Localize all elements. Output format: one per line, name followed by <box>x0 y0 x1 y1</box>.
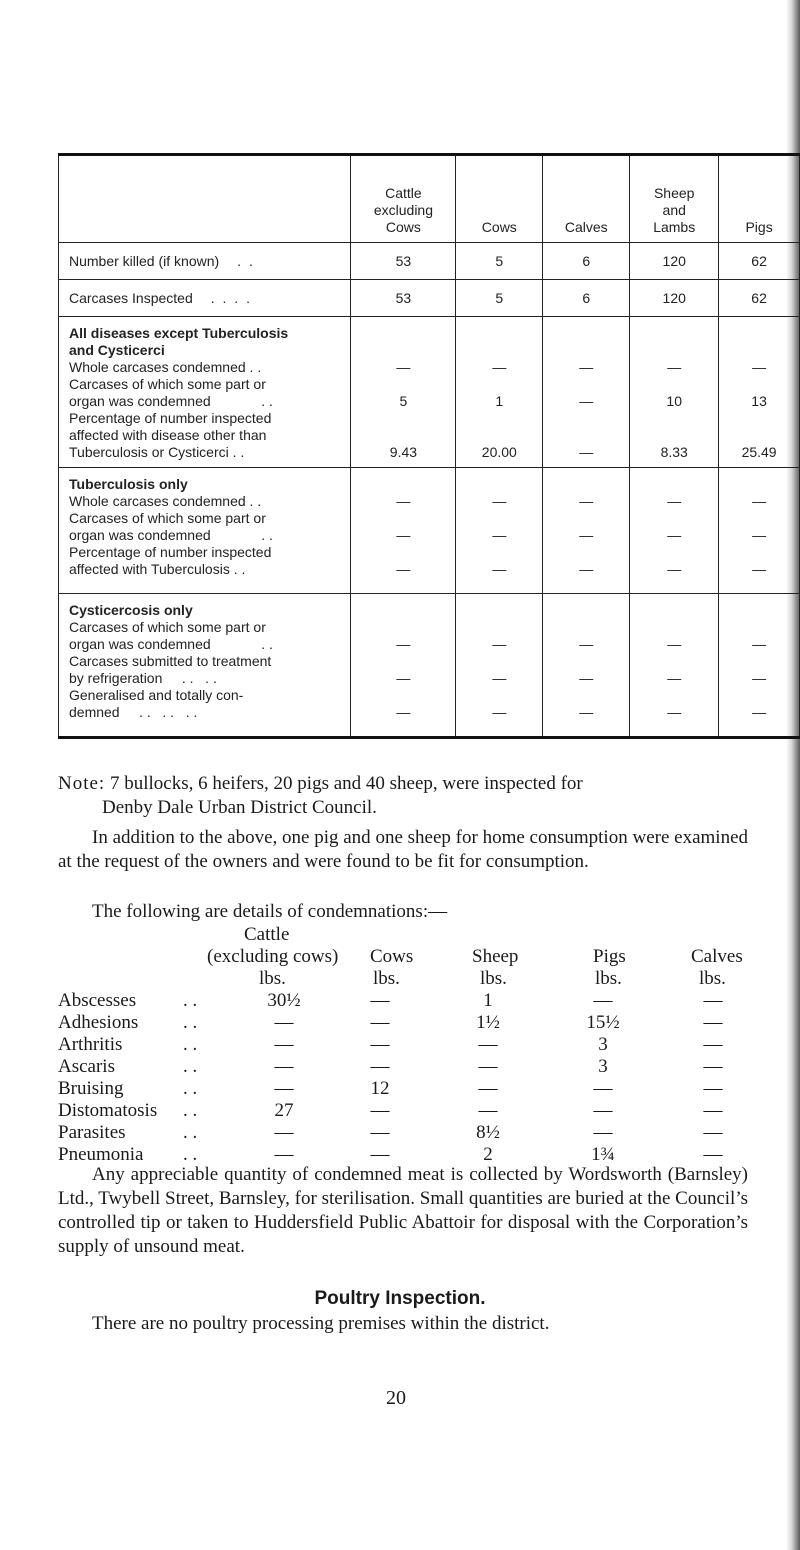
note-text-2: Denby Dale Urban District Council. <box>102 797 377 818</box>
group-line-text: Whole carcases condemned <box>69 359 246 375</box>
table-cell: 62 <box>719 280 800 317</box>
table-cell: — <box>274 1056 294 1077</box>
col-header-sheep: Sheep <box>472 946 519 967</box>
cond-row-label: Bruising <box>58 1078 124 1099</box>
leader-dots: . . <box>183 1100 198 1121</box>
cond-row-label: Abscesses <box>58 990 137 1011</box>
table-cell: — <box>274 1122 294 1143</box>
table-cell: — <box>492 359 507 375</box>
table-cell: 1 <box>495 393 504 409</box>
table-cell: — <box>274 1012 294 1033</box>
group-label <box>59 594 351 738</box>
cond-row-label: Adhesions <box>58 1012 139 1033</box>
table-cell: 12 <box>370 1078 390 1099</box>
table-cell: — <box>478 1078 498 1099</box>
cond-row-label: Arthritis <box>58 1034 123 1055</box>
condemnations-intro: The following are details of condemnations:— <box>92 901 448 922</box>
group-values <box>719 468 800 594</box>
poultry-heading: Poultry Inspection. <box>314 1288 486 1309</box>
header-calves <box>543 155 630 243</box>
table-cell: 8½ <box>476 1122 500 1143</box>
table-cell: — <box>396 493 411 509</box>
paragraph-home-consumption: In addition to the above, one pig and one sheep for home consumption were examined at the request of the owners and were found to be fit for consumption. <box>58 827 748 872</box>
header-text: Cattle <box>385 185 422 201</box>
table-cell: 5 <box>399 393 408 409</box>
group-line-text: Tuberculosis or Cysticerci <box>69 444 229 460</box>
group-values <box>351 468 456 594</box>
cond-row-label: Pneumonia <box>58 1144 144 1165</box>
table-cell: — <box>370 1056 390 1077</box>
table-cell: — <box>703 1056 723 1077</box>
note-text: 7 bullocks, 6 heifers, 20 pigs and 40 sheep, were inspected for <box>109 773 583 794</box>
table-row <box>59 243 800 280</box>
header-text: Cows <box>481 219 517 235</box>
table-cell: — <box>492 561 507 577</box>
group-title: Cysticercosis only <box>69 602 193 618</box>
group-values <box>456 594 543 738</box>
table-row <box>58 1012 758 1034</box>
table-cell: — <box>752 636 767 652</box>
table-cell: — <box>492 636 507 652</box>
table-cell: 13 <box>751 393 767 409</box>
group-line-text: Whole carcases condemned <box>69 493 246 509</box>
table-cell: — <box>593 1100 613 1121</box>
table-row <box>58 990 758 1012</box>
leader-dots: . . <box>183 1078 198 1099</box>
note-continuation <box>102 796 800 820</box>
table-cell: — <box>370 1100 390 1121</box>
table-cell: — <box>752 493 767 509</box>
table-group <box>59 594 800 738</box>
table-cell: — <box>579 527 594 543</box>
table-cell: — <box>703 1100 723 1121</box>
table-header-row <box>59 155 800 243</box>
table-row <box>58 1056 758 1078</box>
leader-dots: . . <box>237 253 255 269</box>
group-title: and Cysticerci <box>69 342 165 358</box>
table-cell: — <box>703 1144 723 1165</box>
group-values <box>351 594 456 738</box>
group-line: Carcases submitted to treatment <box>69 653 272 669</box>
row-label-text: Number killed (if known) <box>69 253 220 269</box>
col-header-cattle: Cattle <box>244 924 290 945</box>
col-header-excluding-cows: (excluding cows) <box>207 946 339 967</box>
table-group <box>59 468 800 594</box>
cond-row-label: Ascaris <box>58 1056 115 1077</box>
group-values <box>630 468 719 594</box>
table-cell: — <box>370 1034 390 1055</box>
group-values <box>456 468 543 594</box>
unit-label: lbs. <box>699 968 726 989</box>
table-cell: — <box>396 670 411 686</box>
table-cell: — <box>667 704 682 720</box>
table-cell: — <box>579 704 594 720</box>
group-line-text: affected with Tuberculosis <box>69 561 230 577</box>
table-cell: — <box>703 1034 723 1055</box>
group-label <box>59 468 351 594</box>
table-cell: — <box>579 670 594 686</box>
page-number: 20 <box>386 1387 406 1409</box>
group-line: Carcases of which some part or <box>69 510 266 526</box>
cond-rows <box>58 990 758 1166</box>
group-line: Percentage of number inspected <box>69 544 272 560</box>
table-cell: — <box>752 704 767 720</box>
table-cell: 2 <box>483 1144 493 1165</box>
row-label-text: Carcases Inspected <box>69 290 193 306</box>
table-cell: — <box>667 670 682 686</box>
table-cell: — <box>667 561 682 577</box>
group-line: Carcases of which some part or <box>69 376 266 392</box>
group-values <box>351 317 456 468</box>
table-cell: — <box>396 527 411 543</box>
leader-dots: . . <box>183 1144 198 1165</box>
header-text: Calves <box>564 219 608 235</box>
table-cell: 15½ <box>586 1012 620 1033</box>
table-cell: — <box>492 704 507 720</box>
table-cell: — <box>492 670 507 686</box>
table-cell: — <box>667 527 682 543</box>
table-cell: 27 <box>274 1100 294 1121</box>
table-cell: — <box>593 1078 613 1099</box>
table-cell: — <box>396 636 411 652</box>
group-values <box>630 317 719 468</box>
table-cell: — <box>396 561 411 577</box>
group-values <box>543 317 630 468</box>
header-text: Sheep <box>653 185 695 201</box>
table-cell: — <box>667 636 682 652</box>
col-header-pigs: Pigs <box>593 946 626 967</box>
table-cell: — <box>478 1100 498 1121</box>
table-cell: 5 <box>456 280 543 317</box>
table-cell: — <box>492 527 507 543</box>
table-cell: — <box>579 444 594 460</box>
group-line-text: demned <box>69 704 120 720</box>
row-label <box>59 243 351 280</box>
group-line: affected with disease other than <box>69 427 267 443</box>
table-cell: 20.00 <box>481 444 517 460</box>
header-cattle <box>351 155 456 243</box>
header-text: Pigs <box>745 219 773 235</box>
table-cell: — <box>752 561 767 577</box>
unit-label: lbs. <box>595 968 622 989</box>
table-cell: — <box>752 670 767 686</box>
group-values <box>543 594 630 738</box>
table-cell: 53 <box>351 280 456 317</box>
table-row <box>58 1078 758 1100</box>
table-cell: — <box>752 359 767 375</box>
table-cell: — <box>579 359 594 375</box>
table-cell: — <box>703 990 723 1011</box>
group-line: by refrigeration . . . . <box>69 670 217 686</box>
table-cell: — <box>703 1078 723 1099</box>
unit-label: lbs. <box>480 968 507 989</box>
table-cell: 3 <box>598 1056 608 1077</box>
table-cell: — <box>274 1034 294 1055</box>
table-cell: 1½ <box>476 1012 500 1033</box>
group-line: organ was condemned . . <box>69 636 273 652</box>
table-cell: — <box>370 990 390 1011</box>
group-line: Generalised and totally con- <box>69 687 244 703</box>
group-label <box>59 317 351 468</box>
table-cell: — <box>579 493 594 509</box>
header-text: Cows <box>385 219 421 235</box>
header-sheep <box>630 155 719 243</box>
table-cell: — <box>492 493 507 509</box>
leader-dots: . . <box>183 990 198 1011</box>
table-cell: 62 <box>719 243 800 280</box>
header-blank <box>59 155 351 243</box>
table-cell: 30½ <box>267 990 301 1011</box>
header-pigs <box>719 155 800 243</box>
leader-dots: . . <box>183 1034 198 1055</box>
header-text: and <box>662 202 686 218</box>
table-cell: 5 <box>456 243 543 280</box>
table-cell: 25.49 <box>741 444 777 460</box>
unit-label: lbs. <box>259 968 286 989</box>
table-row <box>59 280 800 317</box>
group-line-text: organ was condemned <box>69 527 211 543</box>
table-cell: 120 <box>630 243 719 280</box>
leader-dots: . . . . <box>210 290 252 306</box>
table-cell: — <box>593 1122 613 1143</box>
group-values <box>719 594 800 738</box>
group-values <box>543 468 630 594</box>
cond-header-2 <box>58 946 758 968</box>
group-line: organ was condemned . . <box>69 393 273 409</box>
table-cell: 1 <box>483 990 493 1011</box>
group-line-text: organ was condemned <box>69 393 211 409</box>
group-line: Tuberculosis or Cysticerci . . <box>69 444 245 460</box>
inspection-table <box>58 153 800 739</box>
cond-row-label: Parasites <box>58 1122 126 1143</box>
table-row <box>58 1100 758 1122</box>
group-values <box>719 317 800 468</box>
paragraph-disposal: Any appreciable quantity of condemned meat is collected by Wordsworth (Barnsley) Ltd., Twybell Street, Barnsley, for sterilisation. Small quantities are buried at the Council’s controlled tip or taken to Huddersfield Public Abattoir for disposal with the Corporation’s supply of unsound meat. <box>58 1164 748 1257</box>
col-header-cows: Cows <box>370 946 414 967</box>
table-cell: — <box>579 393 594 409</box>
table-cell: — <box>703 1122 723 1143</box>
table-row <box>58 1122 758 1144</box>
table-cell: — <box>274 1078 294 1099</box>
table-cell: 120 <box>630 280 719 317</box>
table-cell: — <box>579 636 594 652</box>
table-cell: 10 <box>666 393 682 409</box>
table-cell: 9.43 <box>389 444 418 460</box>
row-label <box>59 280 351 317</box>
table-cell: — <box>478 1056 498 1077</box>
table-cell: 3 <box>598 1034 608 1055</box>
leader-dots: . . <box>183 1056 198 1077</box>
condemnations-table <box>58 924 758 1166</box>
group-line: demned . . . . . . <box>69 704 198 720</box>
table-row <box>58 1034 758 1056</box>
table-cell: — <box>370 1012 390 1033</box>
group-line: affected with Tuberculosis . . <box>69 561 246 577</box>
table-cell: — <box>667 493 682 509</box>
table-cell: — <box>396 704 411 720</box>
note-label: Note: <box>58 773 106 794</box>
table-cell: — <box>593 990 613 1011</box>
table-cell: 53 <box>351 243 456 280</box>
leader-dots: . . <box>183 1012 198 1033</box>
group-line: Carcases of which some part or <box>69 619 266 635</box>
table-cell: — <box>752 527 767 543</box>
table-cell: — <box>703 1012 723 1033</box>
table-cell: 6 <box>543 243 630 280</box>
table-cell: — <box>370 1122 390 1143</box>
col-header-calves: Calves <box>691 946 743 967</box>
poultry-text: There are no poultry processing premises within the district. <box>92 1313 550 1334</box>
table-cell: — <box>370 1144 390 1165</box>
group-line: organ was condemned . . <box>69 527 273 543</box>
cond-row-label: Distomatosis <box>58 1100 158 1121</box>
table-cell: — <box>274 1144 294 1165</box>
table-cell: — <box>667 359 682 375</box>
group-title: Tuberculosis only <box>69 476 188 492</box>
table-cell: — <box>579 561 594 577</box>
table-cell: 6 <box>543 280 630 317</box>
cond-units <box>58 968 758 990</box>
table-cell: — <box>396 359 411 375</box>
note <box>58 772 758 796</box>
group-line-text: by refrigeration <box>69 670 163 686</box>
leader-dots: . . <box>183 1122 198 1143</box>
table-cell: 1¾ <box>591 1144 615 1165</box>
group-line-text: organ was condemned <box>69 636 211 652</box>
header-text: excluding <box>373 202 433 218</box>
table-cell: — <box>478 1034 498 1055</box>
table-group <box>59 317 800 468</box>
group-line: Whole carcases condemned . . <box>69 359 262 375</box>
group-line: Percentage of number inspected <box>69 410 272 426</box>
table-cell: 8.33 <box>660 444 688 460</box>
header-text: Lambs <box>653 219 696 235</box>
group-line: Whole carcases condemned . . <box>69 493 262 509</box>
group-title: All diseases except Tuberculosis <box>69 325 289 341</box>
cond-header-1 <box>58 924 758 946</box>
group-values <box>630 594 719 738</box>
header-cows <box>456 155 543 243</box>
group-values <box>456 317 543 468</box>
unit-label: lbs. <box>373 968 400 989</box>
